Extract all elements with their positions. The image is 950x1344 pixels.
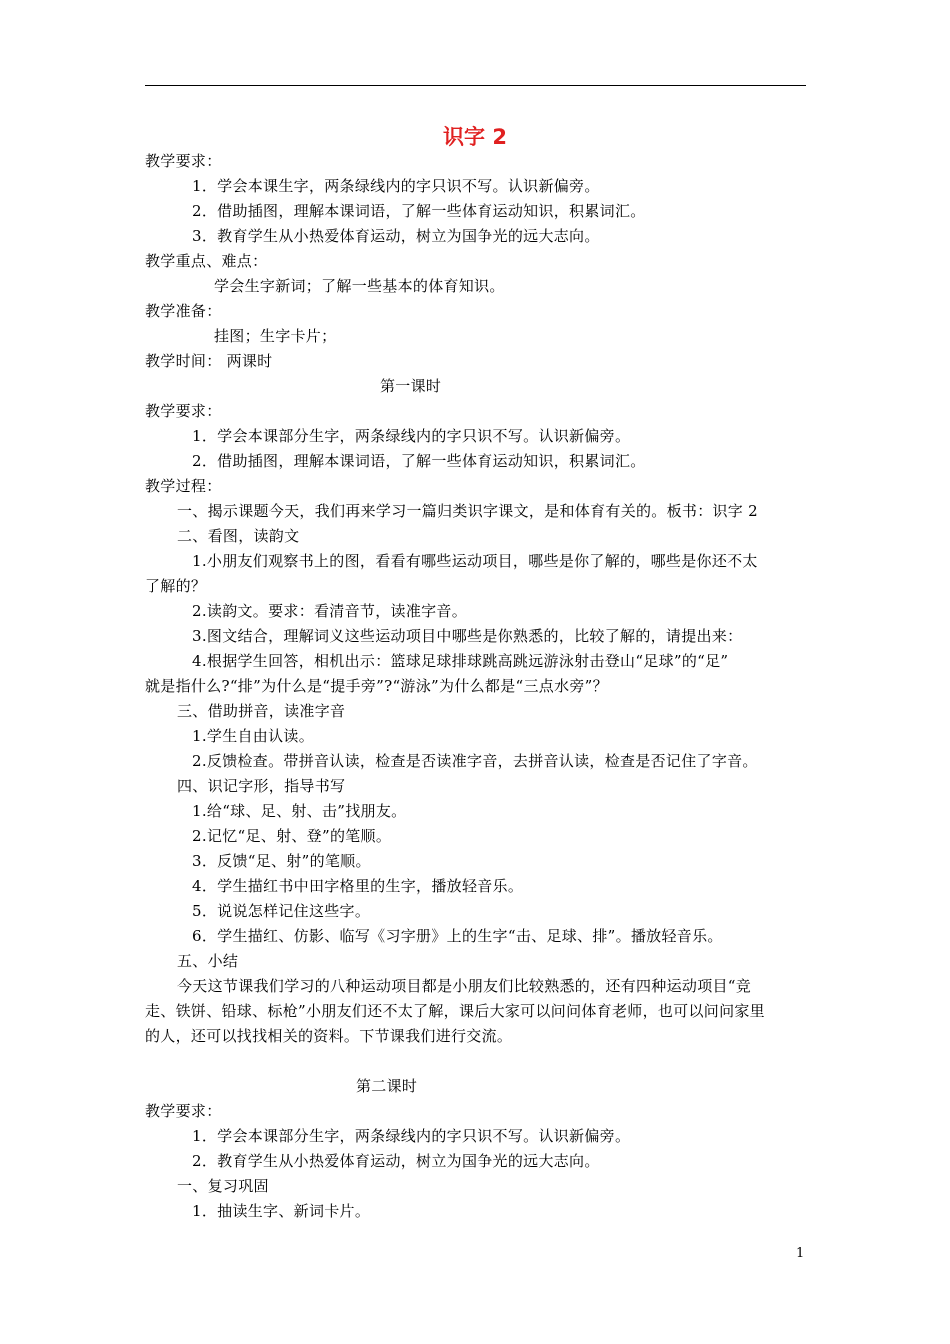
text-line: 四、识记字形，指导书写 — [177, 777, 346, 795]
text-line: 6．学生描红、仿影、临写《习字册》上的生字“击、足球、排”。播放轻音乐。 — [192, 927, 723, 945]
text-line: 3.图文结合，理解词义这些运动项目中哪些是你熟悉的，比较了解的，请提出来： — [192, 627, 743, 645]
text-line: 5．说说怎样记住这些字。 — [192, 902, 371, 920]
text-line: 了解的？ — [145, 577, 207, 595]
text-line: 1．抽读生字、新词卡片。 — [192, 1202, 371, 1220]
text-line: 的人，还可以找找相关的资料。下节课我们进行交流。 — [145, 1027, 513, 1045]
text-line: 三、借助拼音，读准字音 — [177, 702, 346, 720]
page-number: 1 — [796, 1246, 805, 1261]
text-line: 学会生字新词；了解一些基本的体育知识。 — [214, 277, 505, 295]
text-line: 就是指什么?“排”为什么是“提手旁”?“游泳”为什么都是“三点水旁”？ — [145, 677, 608, 695]
text-line: 教学要求： — [145, 1102, 222, 1120]
text-line: 走、铁饼、铅球、标枪”小朋友们还不太了解，课后大家可以问问体育老师，也可以问问家里 — [145, 1002, 765, 1020]
text-line: 五、小结 — [177, 952, 239, 970]
text-line: 4.根据学生回答，相机出示：篮球足球排球跳高跳远游泳射击登山“足球”的“足” — [192, 652, 729, 670]
text-line: 教学过程： — [145, 477, 222, 495]
text-line: 教学要求： — [145, 152, 222, 170]
header-rule — [145, 85, 806, 86]
text-line: 一、复习巩固 — [177, 1177, 269, 1195]
text-line: 第二课时 — [356, 1077, 418, 1095]
text-line: 1．学会本课部分生字，两条绿线内的字只识不写。认识新偏旁。 — [192, 427, 631, 445]
text-line: 第一课时 — [380, 377, 442, 395]
text-line: 3．教育学生从小热爱体育运动，树立为国争光的远大志向。 — [192, 227, 600, 245]
text-line: 1．学会本课部分生字，两条绿线内的字只识不写。认识新偏旁。 — [192, 1127, 631, 1145]
text-line: 1.学生自由认读。 — [192, 727, 315, 745]
text-line: 4．学生描红书中田字格里的生字，播放轻音乐。 — [192, 877, 524, 895]
text-line: 2.记忆“足、射、登”的笔顺。 — [192, 827, 392, 845]
text-line: 2．借助插图，理解本课词语，了解一些体育运动知识，积累词汇。 — [192, 202, 646, 220]
text-line: 1．学会本课生字，两条绿线内的字只识不写。认识新偏旁。 — [192, 177, 600, 195]
text-line: 教学准备： — [145, 302, 222, 320]
text-line: 教学重点、难点： — [145, 252, 268, 270]
text-line: 二、看图，读韵文 — [177, 527, 300, 545]
text-line: 3．反馈“足、射”的笔顺。 — [192, 852, 371, 870]
text-line: 挂图；生字卡片； — [214, 327, 337, 345]
text-line: 1.小朋友们观察书上的图，看看有哪些运动项目，哪些是你了解的，哪些是你还不太 — [192, 552, 758, 570]
page-title: 识字 2 — [443, 125, 507, 149]
text-line: 1.给“球、足、射、击”找朋友。 — [192, 802, 407, 820]
text-line: 2.反馈检查。带拼音认读，检查是否读准字音，去拼音认读，检查是否记住了字音。 — [192, 752, 758, 770]
text-line: 一、揭示课题今天，我们再来学习一篇归类识字课文，是和体育有关的。板书：识字 2 — [177, 502, 759, 520]
text-line: 2．借助插图，理解本课词语，了解一些体育运动知识，积累词汇。 — [192, 452, 646, 470]
text-line: 2．教育学生从小热爱体育运动，树立为国争光的远大志向。 — [192, 1152, 600, 1170]
text-line: 教学时间： 两课时 — [145, 352, 273, 370]
text-line: 2.读韵文。要求：看清音节，读准字音。 — [192, 602, 468, 620]
text-line: 今天这节课我们学习的八种运动项目都是小朋友们比较熟悉的，还有四种运动项目“竞 — [177, 977, 752, 995]
text-line: 教学要求： — [145, 402, 222, 420]
